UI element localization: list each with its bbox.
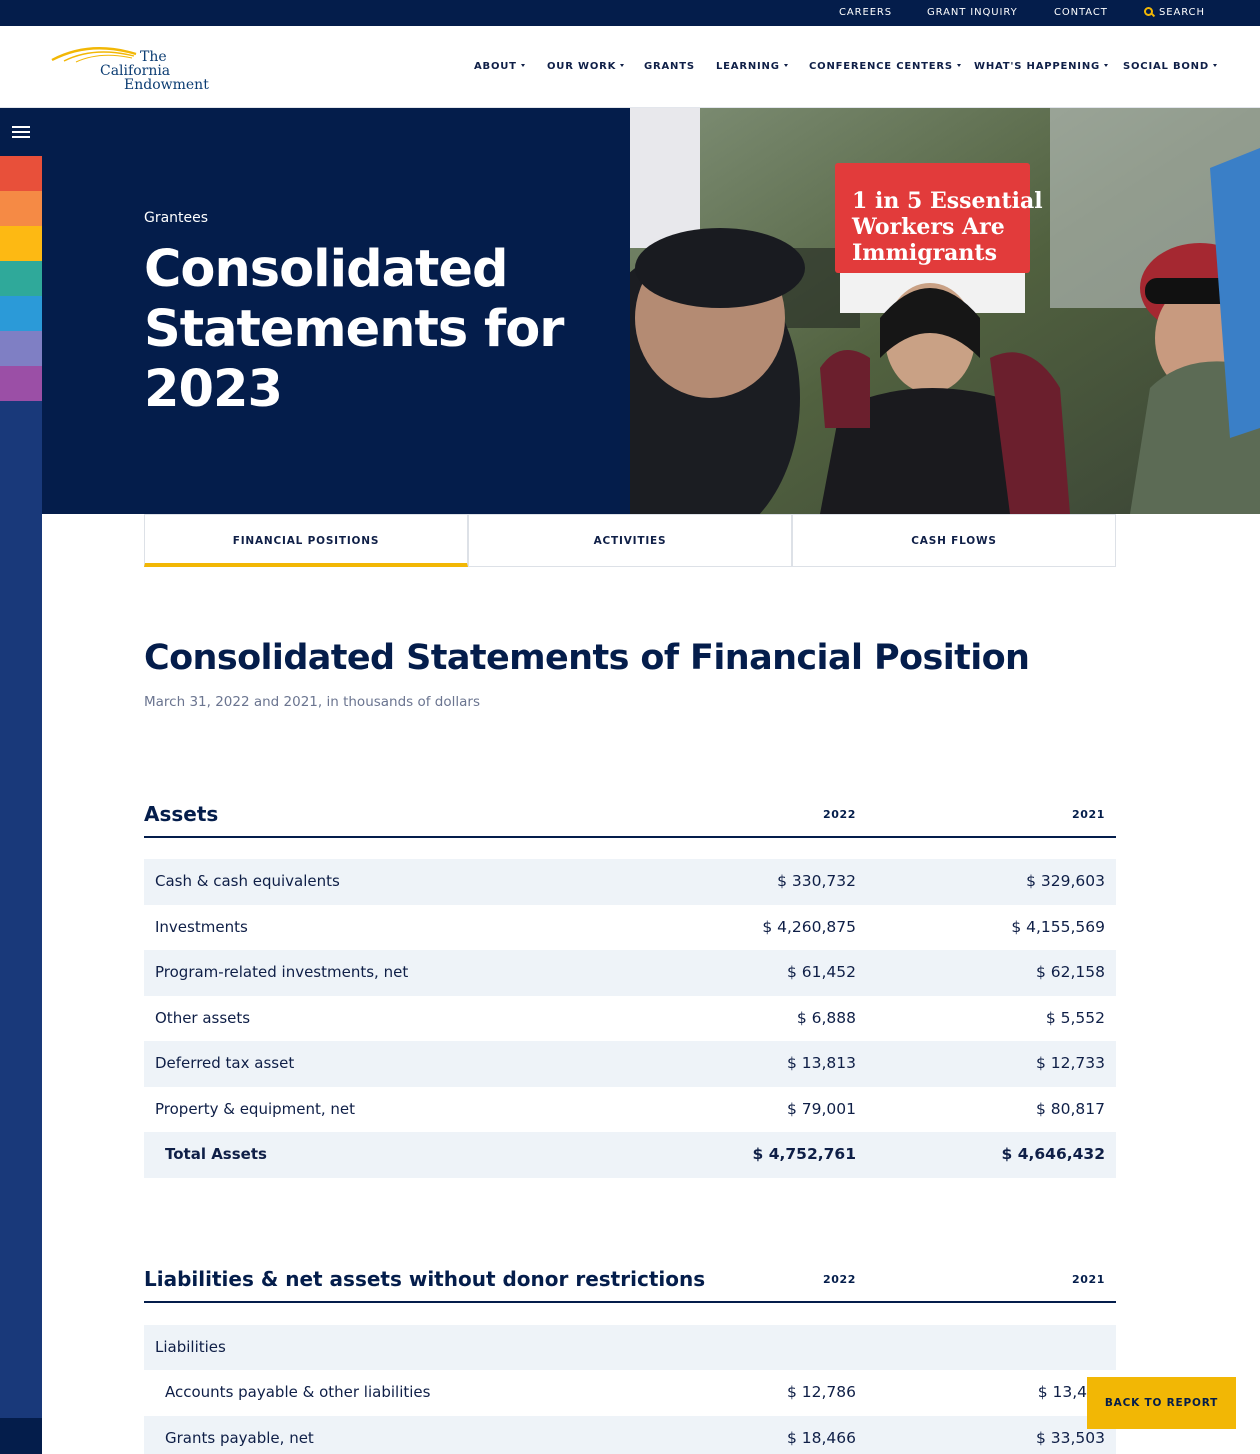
assets-table-header — [144, 802, 1116, 838]
nav-our-work[interactable] — [547, 52, 624, 82]
caret-down-icon — [1104, 64, 1108, 67]
careers-link[interactable]: CAREERS — [839, 7, 893, 18]
row-value-2022: $ 13,813 — [786, 1054, 856, 1072]
assets-heading: Assets — [144, 802, 219, 826]
nav-whats-happening-label: WHAT'S HAPPENING — [974, 61, 1100, 72]
rail-swatch — [0, 331, 42, 366]
caret-down-icon — [957, 64, 961, 67]
hamburger-menu-button[interactable] — [0, 108, 42, 156]
row-label: Program-related investments, net — [155, 963, 409, 981]
row-value-2022: $ 12,786 — [786, 1383, 856, 1401]
rail-swatch — [0, 296, 42, 331]
group-row — [144, 1325, 1116, 1371]
liabilities-heading: Liabilities & net assets without donor restrictions — [144, 1267, 706, 1291]
rail-swatch — [0, 226, 42, 261]
row-label: Cash & cash equivalents — [155, 872, 340, 890]
table-row — [144, 1041, 1116, 1087]
row-label: Deferred tax asset — [155, 1054, 295, 1072]
liabilities-year-2022: 2022 — [822, 1273, 856, 1286]
row-value-2022: $ 330,732 — [777, 872, 856, 890]
total-value-2022: $ 4,752,761 — [752, 1145, 856, 1163]
left-rail — [0, 108, 42, 1454]
hamburger-icon — [12, 136, 30, 138]
nav-social-bond[interactable] — [1123, 52, 1217, 82]
nav-learning[interactable] — [716, 52, 788, 82]
tab-cash-flows[interactable]: CASH FLOWS — [792, 514, 1116, 567]
row-value-2022: $ 79,001 — [786, 1099, 856, 1118]
nav-about[interactable] — [474, 52, 525, 82]
tab-financial-positions[interactable]: FINANCIAL POSITIONS — [144, 514, 468, 567]
table-row — [144, 1416, 1116, 1454]
nav-social-bond-label: SOCIAL BOND — [1123, 61, 1209, 72]
nav-conference-centers[interactable] — [809, 52, 961, 82]
row-value-2022: $ 61,452 — [786, 963, 856, 981]
table-row — [144, 950, 1116, 996]
section-title: Consolidated Statements of Financial Position — [144, 638, 1030, 678]
nav-grants-label: GRANTS — [644, 61, 695, 72]
caret-down-icon — [1213, 64, 1217, 67]
back-to-report-button[interactable]: BACK TO REPORT — [1087, 1377, 1236, 1429]
table-row — [144, 996, 1116, 1042]
nav-grants[interactable] — [644, 52, 695, 82]
row-label: Property & equipment, net — [155, 1099, 356, 1118]
search-button[interactable] — [1144, 0, 1205, 26]
row-value-2021: $ 80,817 — [1035, 1099, 1105, 1118]
row-value-2021: $ 13,4 — [1037, 1383, 1087, 1401]
row-label: Other assets — [155, 1008, 251, 1027]
row-value-2021: $ 33,503 — [1035, 1428, 1105, 1447]
caret-down-icon — [784, 64, 788, 67]
row-label: Investments — [155, 917, 248, 936]
logo-text-california: California — [100, 63, 171, 79]
row-value-2021: $ 62,158 — [1035, 963, 1105, 981]
row-value-2021: $ 4,155,569 — [1011, 917, 1105, 936]
row-value-2021: $ 5,552 — [1045, 1008, 1105, 1027]
total-value-2021: $ 4,646,432 — [1001, 1145, 1105, 1163]
caret-down-icon — [521, 64, 525, 67]
section-subtitle: March 31, 2022 and 2021, in thousands of dollars — [144, 694, 480, 710]
rail-swatch — [0, 156, 42, 191]
row-label: Grants payable, net — [165, 1428, 314, 1447]
hero-eyebrow: Grantees — [144, 210, 209, 226]
rail-bottom — [0, 1418, 42, 1454]
hero-photo-illustration — [630, 108, 1260, 514]
assets-year-2022: 2022 — [822, 808, 856, 821]
search-label: SEARCH — [1159, 7, 1205, 18]
table-row — [144, 859, 1116, 905]
row-value-2022: $ 6,888 — [796, 1008, 856, 1027]
nav-our-work-label: OUR WORK — [547, 61, 617, 72]
row-value-2021: $ 12,733 — [1035, 1054, 1105, 1072]
total-label: Total Assets — [165, 1145, 267, 1163]
logo[interactable] — [50, 42, 210, 96]
statement-tabs — [144, 514, 1116, 567]
grant-inquiry-link[interactable]: GRANT INQUIRY — [927, 7, 1018, 18]
rail-swatch — [0, 191, 42, 226]
hero-panel — [42, 108, 630, 514]
row-value-2022: $ 4,260,875 — [762, 917, 856, 936]
table-row — [144, 1370, 1116, 1416]
hamburger-icon — [12, 126, 30, 128]
row-value-2022: $ 18,466 — [786, 1428, 856, 1447]
logo-arc-icon — [50, 42, 140, 64]
liabilities-table-header — [144, 1267, 1116, 1303]
hamburger-icon — [12, 131, 30, 133]
table-row — [144, 1087, 1116, 1133]
total-row — [144, 1132, 1116, 1178]
sign-text: 1 in 5 Essential — [852, 188, 1043, 214]
rail-swatch — [0, 366, 42, 401]
main-header — [0, 26, 1260, 108]
nav-learning-label: LEARNING — [716, 61, 780, 72]
utility-bar — [0, 0, 1260, 26]
page-title: Consolidated Statements for 2023 — [144, 240, 564, 419]
sign-text: Immigrants — [852, 240, 997, 266]
liabilities-year-2021: 2021 — [1071, 1273, 1105, 1286]
group-label: Liabilities — [155, 1337, 226, 1356]
caret-down-icon — [620, 64, 624, 67]
assets-year-2021: 2021 — [1071, 808, 1105, 821]
rail-swatch — [0, 261, 42, 296]
nav-conference-centers-label: CONFERENCE CENTERS — [809, 61, 953, 72]
contact-link[interactable]: CONTACT — [1054, 7, 1108, 18]
logo-text-endowment: Endowment — [124, 77, 209, 93]
row-value-2021: $ 329,603 — [1026, 872, 1105, 890]
search-icon — [1144, 7, 1153, 16]
logo-text-the: The — [140, 49, 167, 65]
table-row — [144, 905, 1116, 951]
row-label: Accounts payable & other liabilities — [165, 1383, 431, 1401]
nav-about-label: ABOUT — [474, 61, 517, 72]
nav-whats-happening[interactable] — [974, 52, 1108, 82]
hero-photo — [630, 108, 1260, 514]
sign-text: Workers Are — [852, 214, 1005, 240]
tab-activities[interactable]: ACTIVITIES — [468, 514, 792, 567]
